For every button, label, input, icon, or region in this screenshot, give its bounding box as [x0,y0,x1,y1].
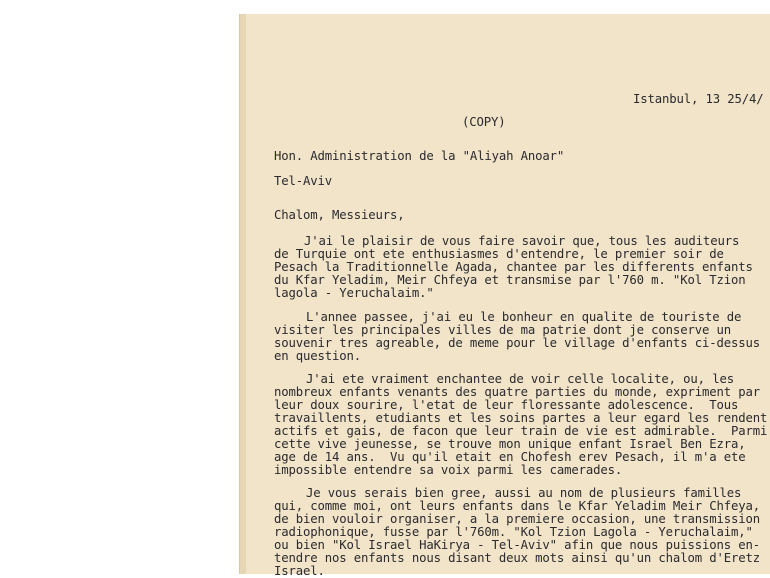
paragraph-line: de bien vouloir organiser, a la premiere occasion, une transmission [274,512,760,526]
paragraph-line: radiophonique, fusse par l'760m. "Kol Tzion Lagola - Yeruchalaim," [274,525,753,539]
addressee-city: Tel-Aviv [274,174,333,188]
paragraph-line: Je vous serais bien gree, aussi au nom de plusieurs familles [306,486,742,500]
paragraph-line: souvenir tres agreable, de meme pour le village d'enfants ci-dessus [274,336,760,350]
paragraph-line: ou bien "Kol Israel HaKirya - Tel-Aviv" afin que nous puissions en- [274,538,760,552]
letter-sheet [240,14,770,578]
paragraph-line: nombreux enfants venants des quatre parties du monde, expriment par [274,385,760,399]
paragraph-line: travaillents, etudiants et les soins partes a leur egard les rendent [274,411,768,425]
paragraph-line: qui, comme moi, ont leurs enfants dans le Kfar Yeladim Meir Chfeya, [274,499,760,513]
paragraph-line: J'ai ete vraiment enchantee de voir celle localite, ou, les [306,372,734,386]
paragraph-line: de Turquie ont ete enthusiasmes d'entendre, le premier soir de [274,247,724,261]
paragraph-line: en question. [274,349,362,363]
paragraph-line: actifs et gais, de facon que leur train de vie est admirable. Parmi [274,424,768,438]
paragraph-line: age de 14 ans. Vu qu'il etait en Chofesh erev Pesach, il m'a ete [274,450,746,464]
paragraph-line: visiter les principales villes de ma patrie dont je conserve un [274,323,731,337]
paragraph-line: cette vive jeunesse, se trouve mon unique enfant Israel Ben Ezra, [274,437,746,451]
paragraph-line: leur doux sourire, l'etat de leur floressante adolescence. Tous [274,398,739,412]
addressee: Hon. Administration de la "Aliyah Anoar" [274,149,565,163]
paragraph-line: Pesach la Traditionnelle Agada, chantee par les differents enfants [274,260,753,274]
copy-mark: (COPY) [462,115,506,129]
paragraph-line: L'annee passee, j'ai eu le bonheur en qualite de touriste de [306,310,742,324]
paragraph-line: tendre nos enfants nous disant deux mots ainsi qu'un chalom d'Eretz [274,551,760,565]
paragraph-line: du Kfar Yeladim, Meir Chfeya et transmise par l'760 m. "Kol Tzion [274,273,746,287]
paragraph-line: lagola - Yeruchalaim." [274,286,434,300]
paragraph-line: Israel. [274,564,325,578]
paragraph-line: J'ai le plaisir de vous faire savoir que, tous les auditeurs [304,234,740,248]
salutation: Chalom, Messieurs, [274,208,405,222]
place-date: Istanbul, 13 25/4/ [633,92,764,106]
paragraph-line: impossible entendre sa voix parmi les camerades. [274,463,623,477]
